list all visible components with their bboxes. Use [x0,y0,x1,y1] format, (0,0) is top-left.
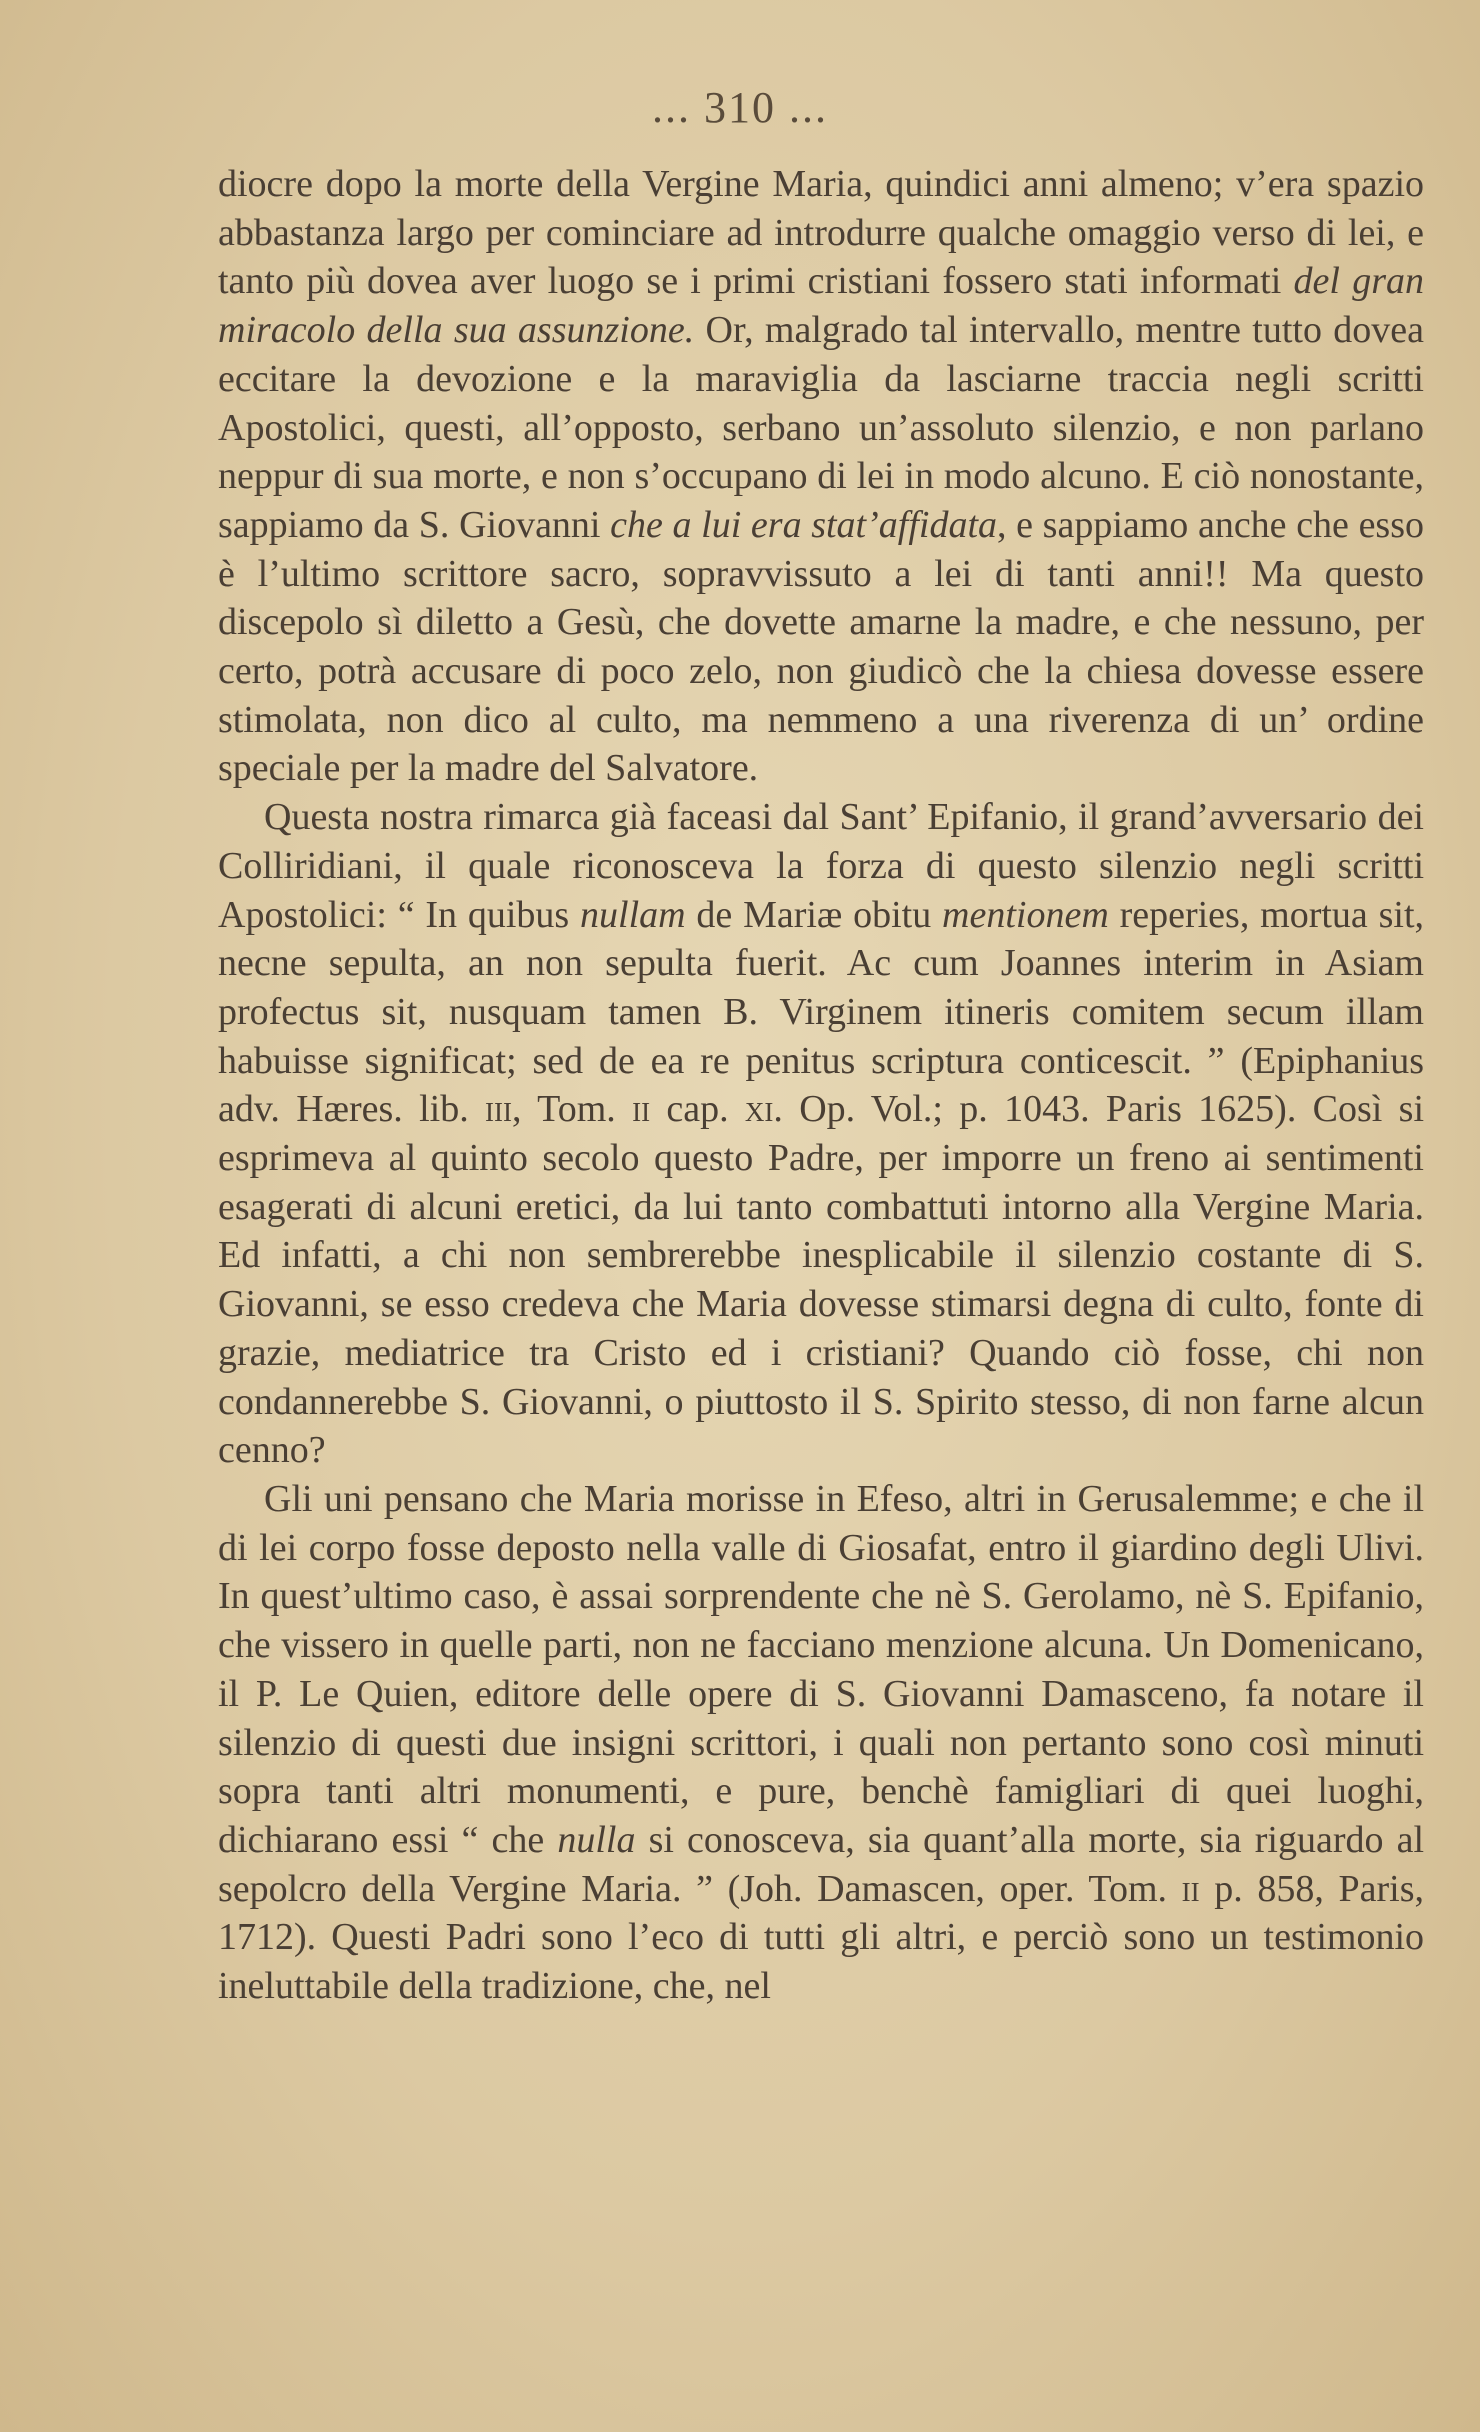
body-text [218,160,1424,2011]
italic-phrase: del gran miracolo della sua assunzione. [218,260,1424,352]
text-run: , e sappiamo anche che esso è l’ultimo scrittore sacro, sopravvissuto a lei di tanti anni!! Ma questo discepolo sì diletto a Gesù, che dovette amarne la madre, e che nessuno, per certo, potrà accusare di poco zelo, non giudicò che la chiesa dovesse essere stimolata, non dico al culto, ma nemmeno a una riverenza di un’ ordine speciale per la madre del Salvatore. [218,503,1425,790]
paragraph [218,160,1424,793]
text-run: , Tom. [512,1088,633,1131]
italic-phrase: nullam [580,893,686,936]
page-number: ... 310 ... [652,83,828,132]
text-run: . Op. Vol.; p. 1043. Paris 1625). Così si esprimeva al quinto secolo questo Padre, per imporre un freno ai sentimenti esagerati di alcuni eretici, da lui tanto combattuti intorno alla Vergine Maria. Ed infatti, a chi non sembrerebbe inesplicabile il silenzio costante di S. Giovanni, se esso credeva che Maria dovesse stimarsi degna di culto, fonte di grazie, mediatrice tra Cristo ed i cristiani? Quando ciò fosse, chi non condannerebbe S. Giovanni, o piuttosto il S. Spirito stesso, di non farne alcun cenno? [218,1088,1424,1472]
text-run: cap. [650,1088,745,1131]
roman-numeral: xi [744,1088,774,1131]
text-run: diocre dopo la morte della Vergine Maria, quindici anni almeno; v’era spazio abbastanza largo per cominciare ad introdurre qualche omaggio verso di lei, e tanto più dovea aver luogo se i primi cristiani fossero stati informati [218,163,1424,303]
italic-phrase: che a lui era stat’affidata [610,503,998,546]
italic-phrase: nulla [557,1818,636,1861]
text-run: p. 858, Paris, 1712). Questi Padri sono l’eco di tutti gli altri, e perciò sono un testimonio ineluttabile della tradizione, che, nel [218,1867,1425,2008]
text-run: Gli uni pensano che Maria morisse in Efeso, altri in Gerusalemme; e che il di lei corpo fosse deposto nella valle di Giosafat, entro il giardino degli Ulivi. In quest’ultimo caso, è assai sorprendente che nè S. Gerolamo, nè S. Epifanio, che vissero in quelle parti, non ne facciano menzione alcuna. Un Domenicano, il P. Le Quien, editore delle opere di S. Giovanni Damasceno, fa notare il silenzio di questi due insigni scrittori, i quali non pertanto sono così minuti sopra tanti altri monumenti, e pure, benchè famigliari di quei luoghi, dichiarano essi “ che [218,1477,1424,1861]
text-run: Questa nostra rimarca già faceasi dal Sant’ Epifanio, il grand’avversario dei Colliridiani, il quale riconosceva la forza di questo silenzio negli scritti Apostolici: “ In quibus [218,796,1424,936]
text-run: si conosceva, sia quant’alla morte, sia riguardo al sepolcro della Vergine Maria. ” (Joh. Damascen, oper. Tom. [218,1818,1424,1910]
paragraph [218,1475,1424,2011]
roman-numeral: ii [632,1088,651,1131]
italic-phrase: mentionem [942,893,1109,936]
paragraph [218,793,1424,1475]
roman-numeral: ii [1181,1867,1200,1910]
roman-numeral: iii [485,1088,513,1131]
text-run: reperies, mortua sit, necne sepulta, an non sepulta fuerit. Ac cum Joannes interim in Asiam profectus sit, nusquam tamen B. Virginem itineris comitem secum illam habuisse significat; sed de ea re penitus scriptura conticescit. ” (Epiphanius adv. Hæres. lib. [218,893,1424,1131]
text-run: Or, malgrado tal intervallo, mentre tutto dovea eccitare la devozione e la maraviglia da lasciarne traccia negli scritti Apostolici, questi, all’opposto, serbano un’assoluto silenzio, e non parlano neppur di sua morte, e non s’occupano di lei in modo alcuno. E ciò nonostante, sappiamo da S. Giovanni [218,309,1424,546]
text-run: de Mariæ obitu [685,893,943,936]
